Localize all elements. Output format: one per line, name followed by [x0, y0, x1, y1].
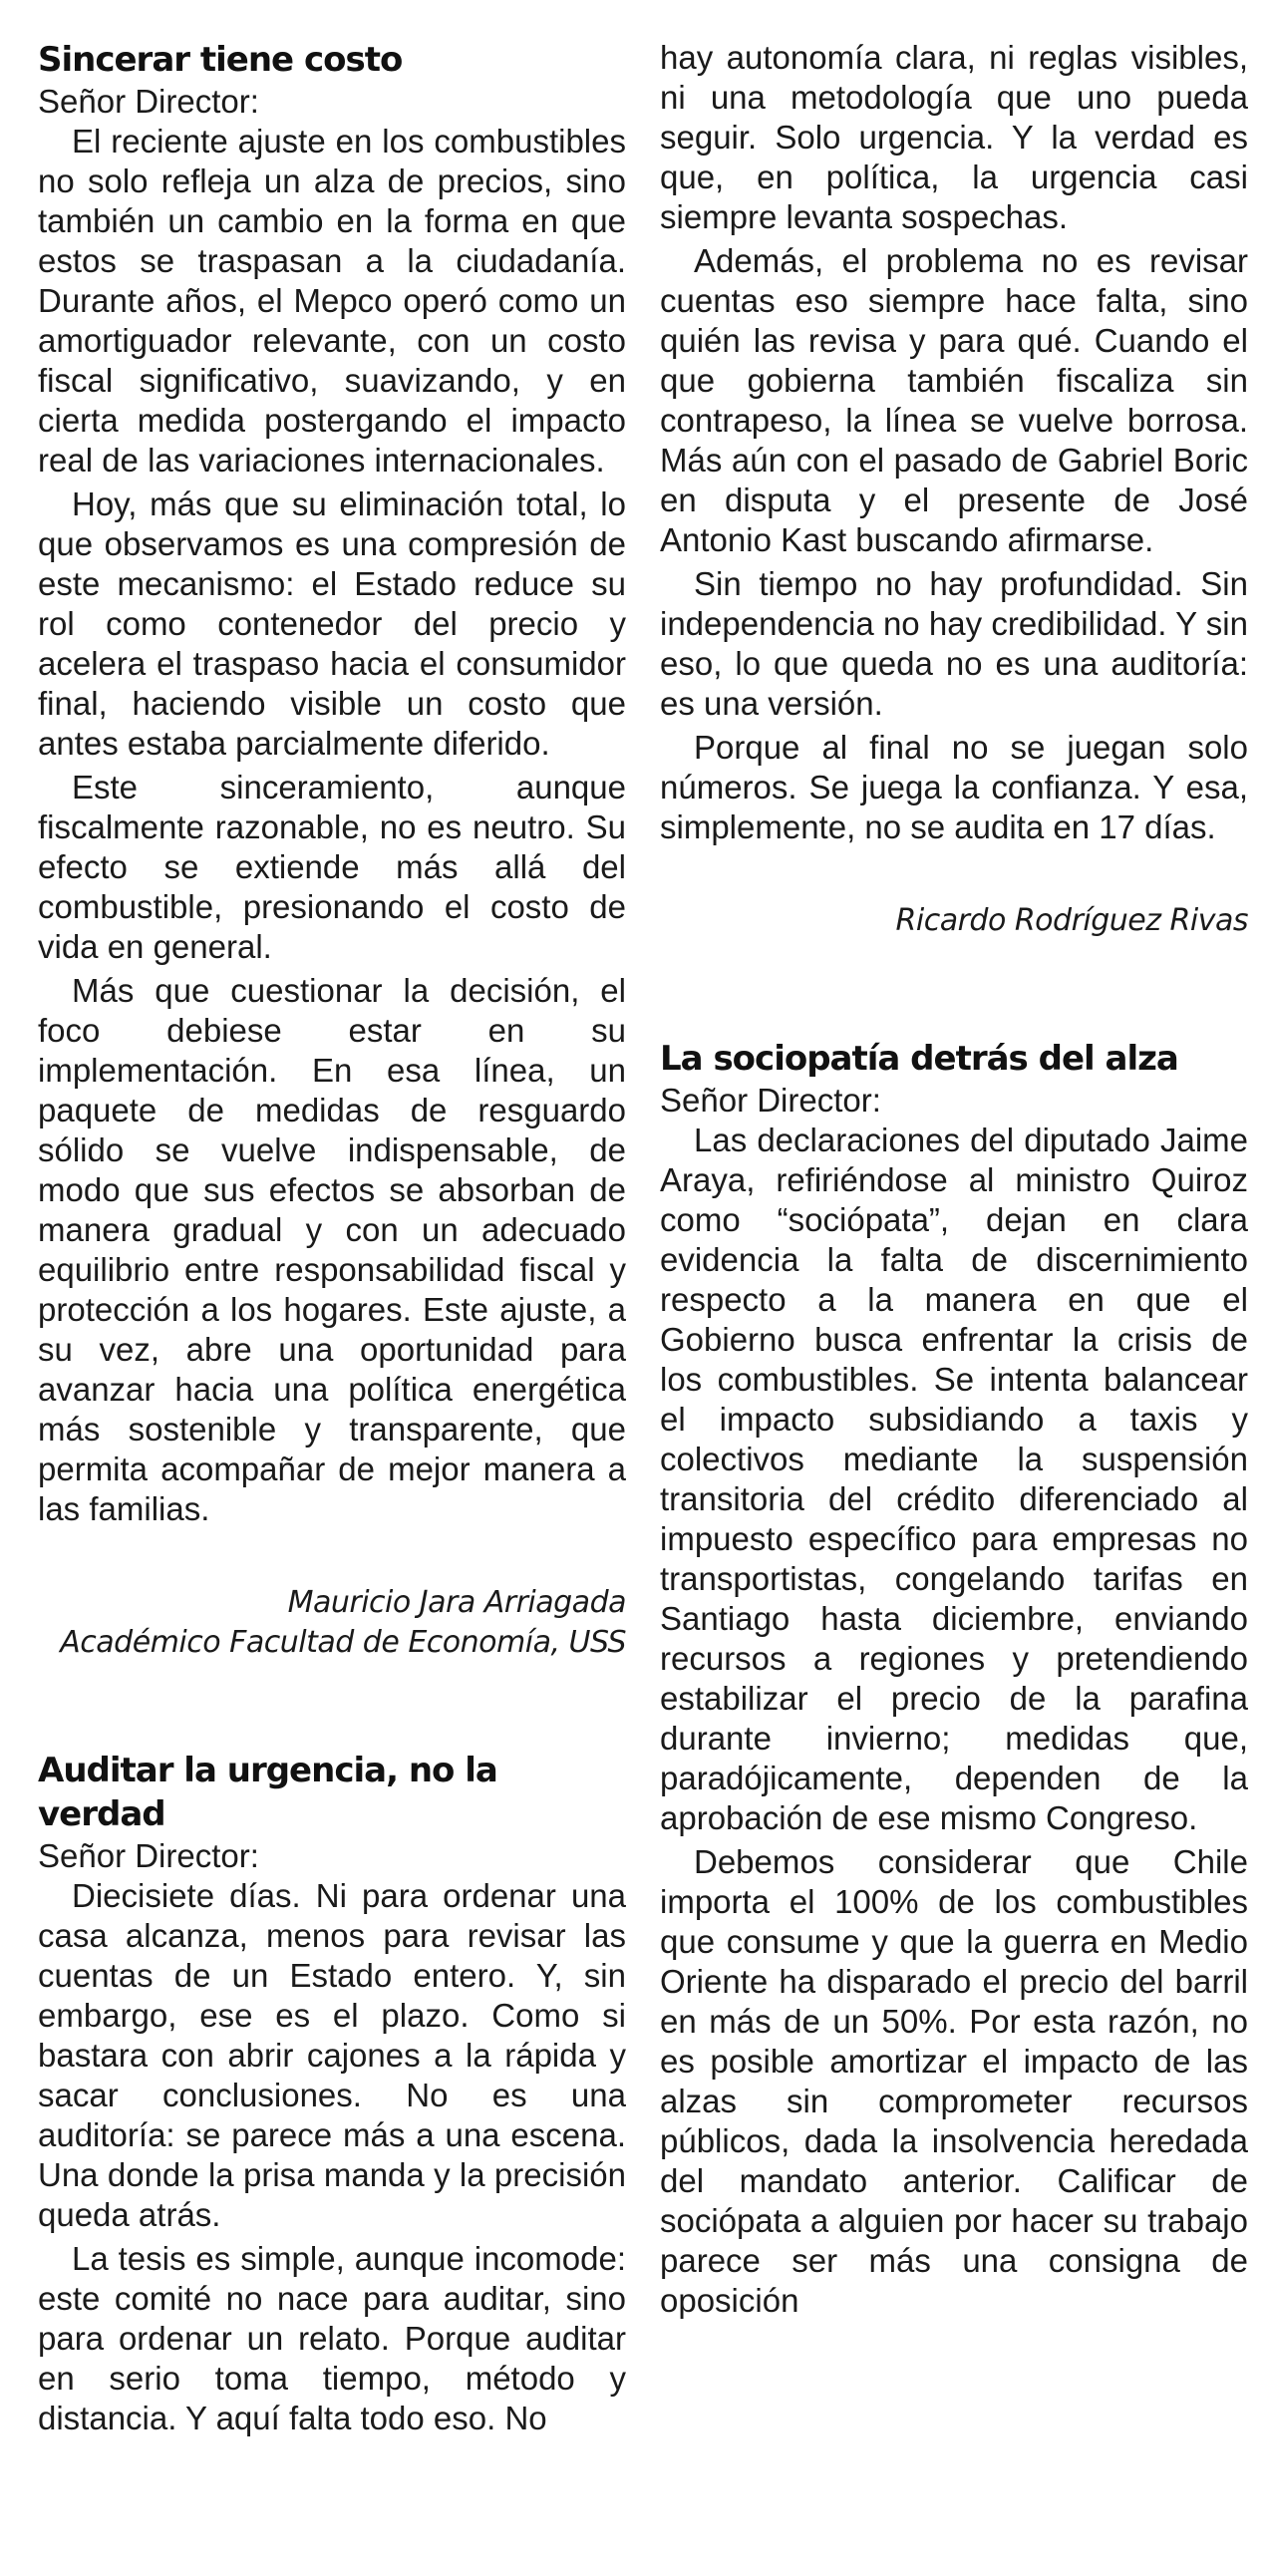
letter-paragraph: Hoy, más que su eliminación total, lo que observamos es una compresión de este mecanismo: el Estado reduce su rol como contenedor del precio y acelera el traspaso hacia el consumidor final, haciendo visible un costo que antes estaba parcialmente diferido. [38, 485, 626, 762]
letter-title: La sociopatía detrás del alza [660, 1039, 1178, 1079]
letter-salutation: Señor Director: [38, 1837, 259, 1874]
letter-paragraph: El reciente ajuste en los combustibles no solo refleja un alza de precios, sino también un cambio en la forma en que estos se traspasan a la ciudadanía. Durante años, el Mepco operó como un amortiguador relevante, con un costo fiscal significativo, suavizando, y en cierta medida postergando el impacto real de las variaciones internacionales. [38, 123, 626, 479]
letter-sincerar [38, 38, 626, 1663]
letter-paragraph: Las declaraciones del diputado Jaime Araya, refiriéndose al ministro Quiroz como “sociópata”, dejan en clara evidencia la falta de discernimiento respecto a la manera en que el Gobierno busca enfrentar la crisis de los combustibles. Se intenta balancear el impacto subsidiando a taxis y colectivos mediante la suspensión transitoria del crédito diferenciado al impuesto específico para empresas no transportistas, congelando tarifas en Santiago hasta diciembre, enviando recursos a regiones y pretendiendo estabilizar el precio de la parafina durante invierno; medidas que, paradójicamente, dependen de la aprobación de ese mismo Congreso. [660, 1122, 1248, 1836]
author-name: Mauricio Jara Arriagada [287, 1585, 626, 1620]
letter-auditar-continued [660, 38, 1248, 941]
letter-paragraph: Debemos considerar que Chile importa el 100% de los combustibles que consume y que la guerra en Medio Oriente ha disparado el precio del barril en más de un 50%. Por esta razón, no es posible amortizar el impacto de las alzas sin comprometer recursos públicos, dada la insolvencia heredada del mandato anterior. Calificar de sociópata a alguien por hacer su trabajo parece ser más una consigna de oposición [660, 1843, 1248, 2319]
letter-paragraph: Diecisiete días. Ni para ordenar una casa alcanza, menos para revisar las cuentas de un Estado entero. Y, sin embargo, ese es el plazo. Como si bastara con abrir cajones a la rápida y sacar conclusiones. No es una auditoría: se parece más a una escena. Una donde la prisa manda y la precisión queda atrás. [38, 1877, 626, 2233]
letter-auditar [38, 1749, 626, 2438]
letter-paragraph: Este sinceramiento, aunque fiscalmente razonable, no es neutro. Su efecto se extiende más allá del combustible, presionando el costo de vida en general. [38, 769, 626, 965]
signature-block [660, 901, 1248, 941]
letter-title: Auditar la urgencia, no la verdad [38, 1751, 497, 1834]
letter-salutation: Señor Director: [660, 1082, 881, 1119]
left-column [38, 38, 626, 2442]
letter-paragraph: Porque al final no se juegan solo números. Se juega la confianza. Y esa, simplemente, no se audita en 17 días. [660, 729, 1248, 845]
signature-block [38, 1583, 626, 1663]
letter-sociopatia [660, 1037, 1248, 2321]
letter-paragraph: La tesis es simple, aunque incomode: este comité no nace para auditar, sino para ordenar un relato. Porque auditar en serio toma tiempo, método y distancia. Y aquí falta todo eso. No [38, 2240, 626, 2436]
right-column [660, 38, 1248, 2325]
author-name: Ricardo Rodríguez Rivas [895, 903, 1248, 938]
letter-salutation: Señor Director: [38, 83, 259, 120]
letter-paragraph: Sin tiempo no hay profundidad. Sin independencia no hay credibilidad. Y sin eso, lo que queda no es una auditoría: es una versión. [660, 565, 1248, 722]
author-affiliation: Académico Facultad de Economía, USS [60, 1625, 626, 1660]
letter-paragraph: Además, el problema no es revisar cuentas eso siempre hace falta, sino quién las revisa y para qué. Cuando el que gobierna también fiscaliza sin contrapeso, la línea se vuelve borrosa. Más aún con el pasado de Gabriel Boric en disputa y el presente de José Antonio Kast buscando afirmarse. [660, 242, 1248, 558]
letter-paragraph: Más que cuestionar la decisión, el foco debiese estar en su implementación. En esa línea, un paquete de medidas de resguardo sólido se vuelve indispensable, de modo que sus efectos se absorban de manera gradual y con un adecuado equilibrio entre responsabilidad fiscal y protección a los hogares. Este ajuste, a su vez, abre una oportunidad para avanzar hacia una política energética más sostenible y transparente, que permita acompañar de mejor manera a las familias. [38, 972, 626, 1527]
letter-paragraph: hay autonomía clara, ni reglas visibles, ni una metodología que uno pueda seguir. Solo urgencia. Y la verdad es que, en política, la urgencia casi siempre levanta sospechas. [660, 39, 1248, 235]
letter-title: Sincerar tiene costo [38, 40, 403, 80]
